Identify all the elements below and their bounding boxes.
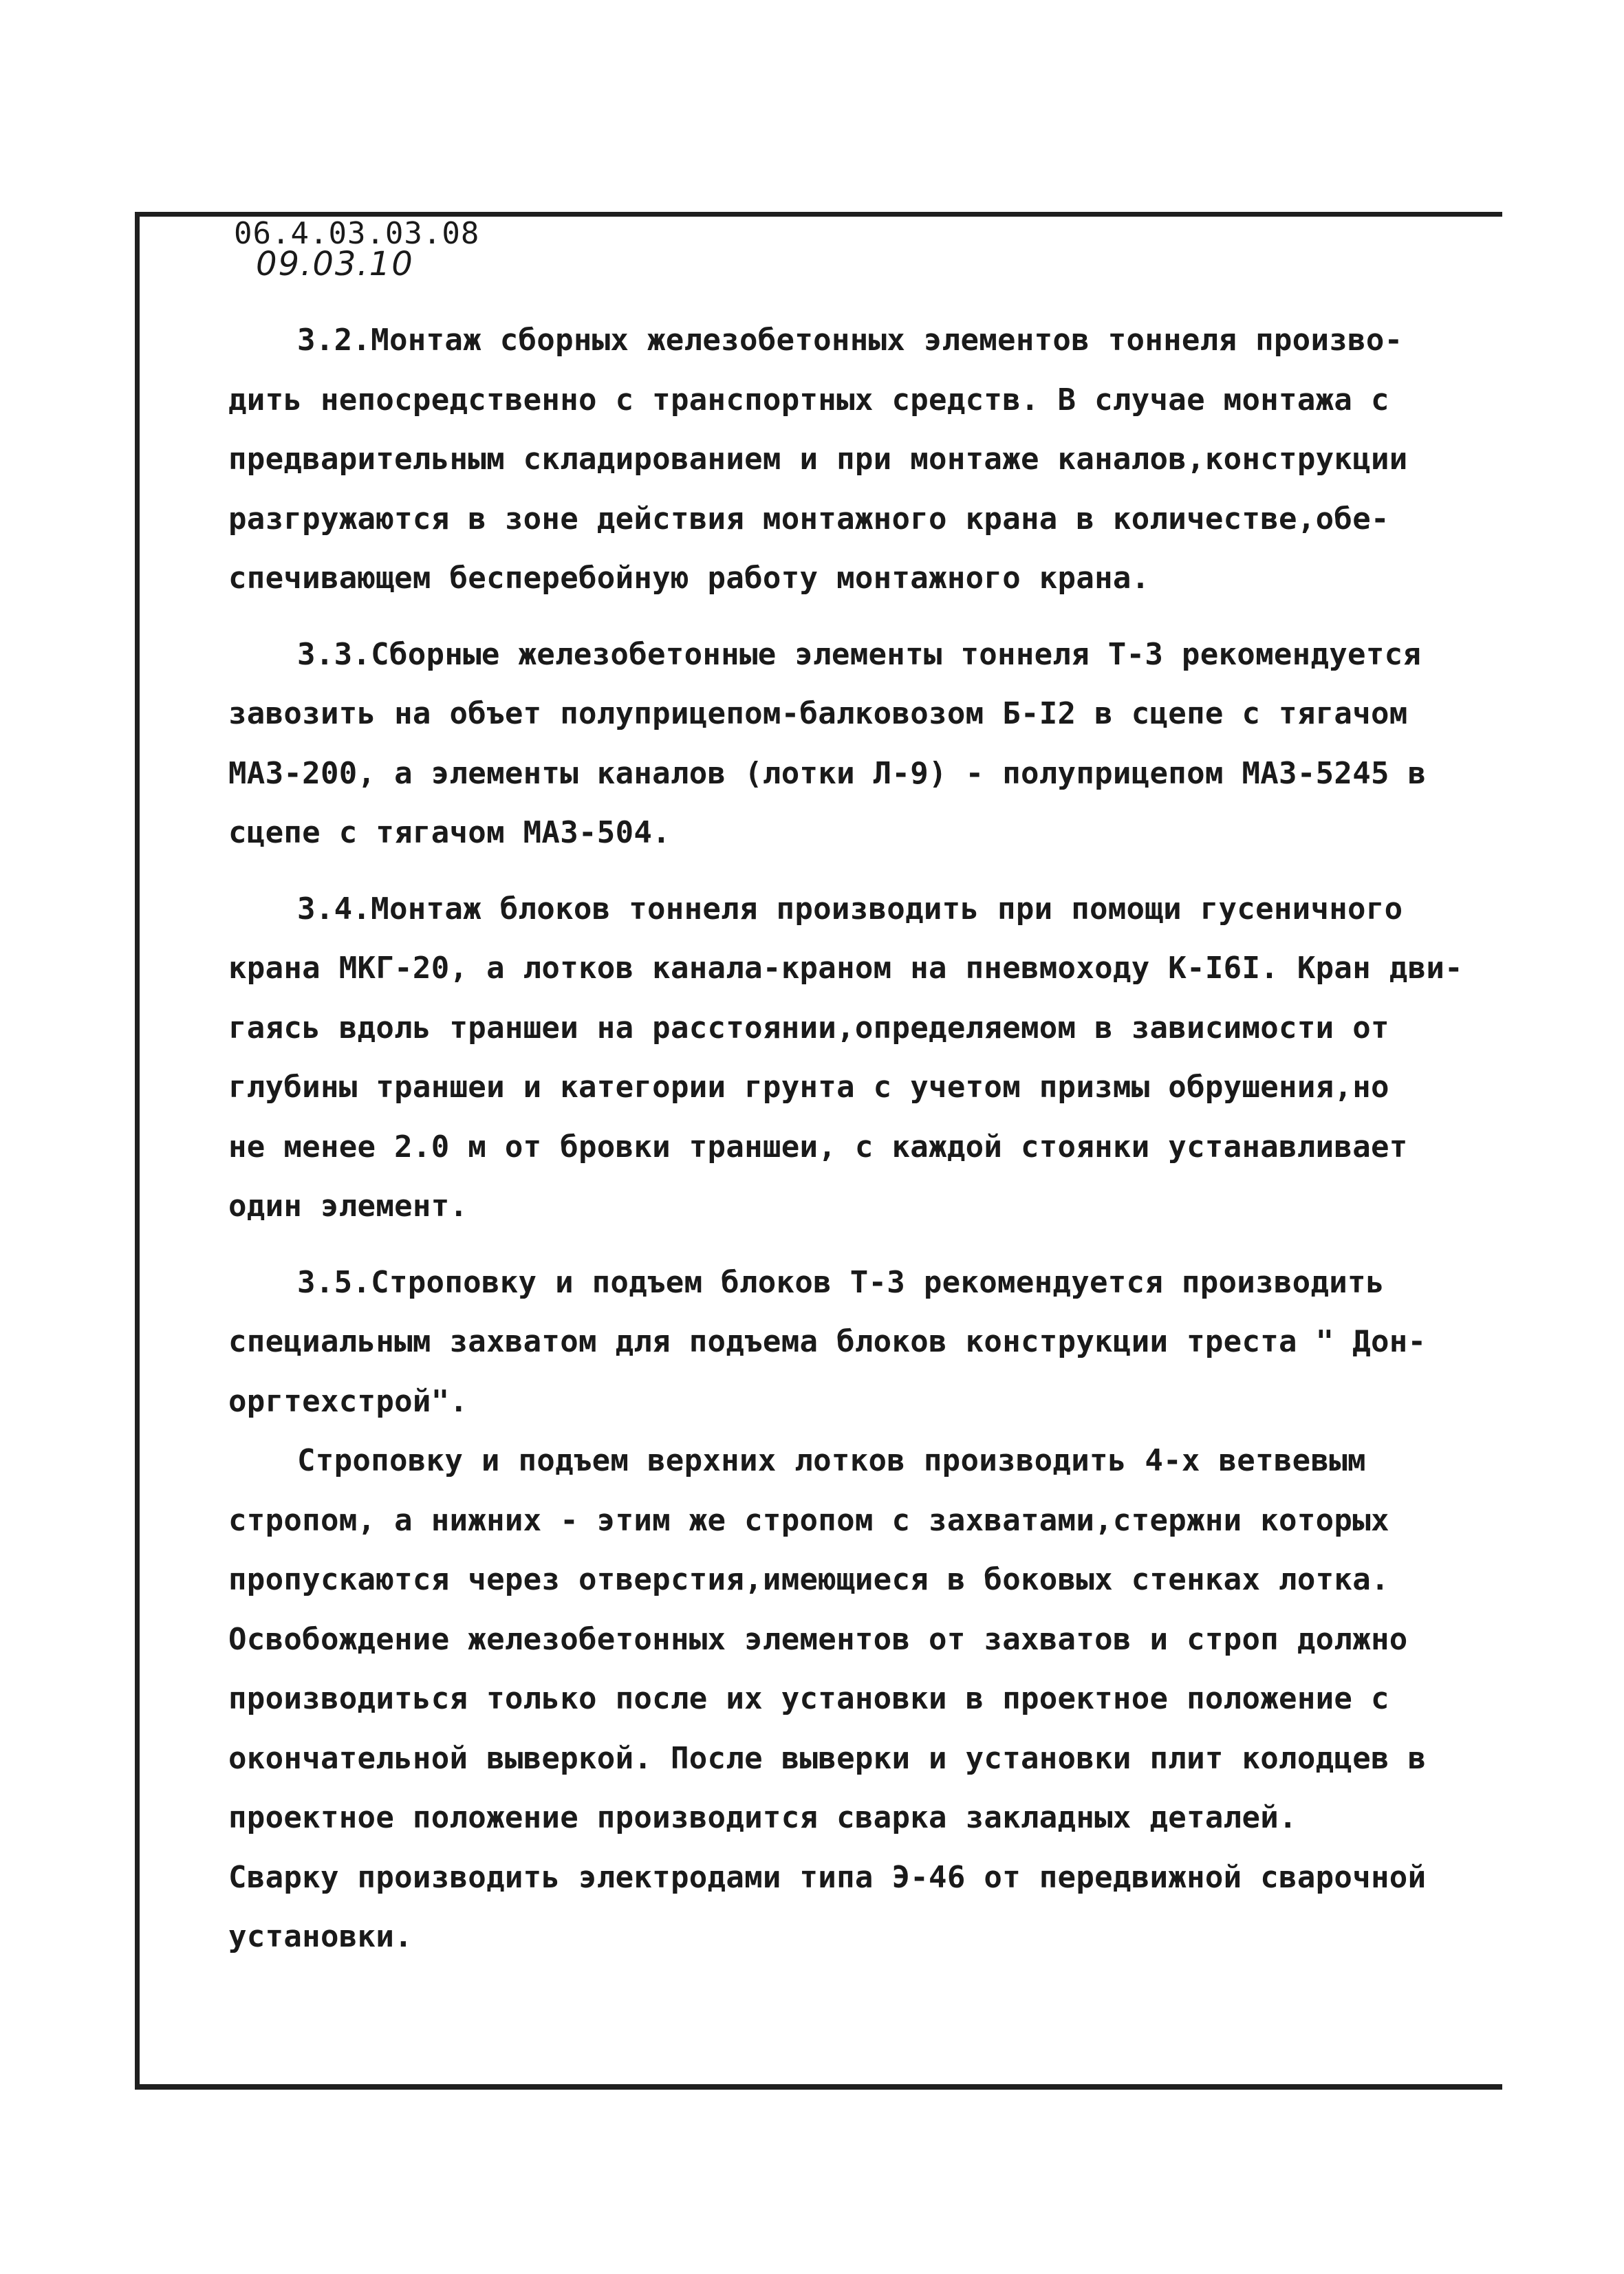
text-line: завозить на объет полуприцепом-балковозом Б-I2 в сцепе с тягачом (228, 696, 1408, 731)
text-line: Сварку производить электродами типа Э-46 от передвижной сварочной (228, 1859, 1427, 1895)
text-line: сцепе с тягачом МАЗ-504. (228, 815, 671, 850)
text-line: Строповку и подъем верхних лотков производить 4-х ветвевым (297, 1443, 1366, 1478)
text-line: крана МКГ-20, а лотков канала-краном на пневмоходу К-I6I. Кран дви- (228, 951, 1463, 986)
document-code: 06.4.03.03.08 (234, 216, 480, 251)
document-code-handwritten: 09.03.10 (256, 245, 414, 283)
text-line: не менее 2.0 м от бровки траншеи, с каждой стоянки устанавливает (228, 1129, 1408, 1165)
text-line: окончательной выверкой. После выверки и установки плит колодцев в (228, 1740, 1427, 1776)
text-line: производиться только после их установки в проектное положение с (228, 1681, 1389, 1716)
text-line: 3.5.Строповку и подъем блоков Т-3 рекомендуется производить (297, 1264, 1385, 1300)
text-line: предварительным складированием и при монтаже каналов,конструкции (228, 442, 1408, 477)
text-line: один элемент. (228, 1189, 468, 1224)
text-line: 3.4.Монтаж блоков тоннеля производить при помощи гусеничного (297, 891, 1403, 927)
text-line: 3.2.Монтаж сборных железобетонных элементов тоннеля произво- (297, 323, 1403, 358)
text-line: гаясь вдоль траншеи на расстоянии,определяемом в зависимости от (228, 1010, 1389, 1046)
text-line: Освобождение железобетонных элементов от захватов и строп должно (228, 1621, 1408, 1657)
text-line: разгружаются в зоне действия монтажного крана в количестве,обе- (228, 501, 1389, 537)
text-line: дить непосредственно с транспортных средств. В случае монтажа с (228, 382, 1389, 418)
text-line: пропускаются через отверстия,имеющиеся в боковых стенках лотка. (228, 1562, 1389, 1597)
text-line: МАЗ-200, а элементы каналов (лотки Л-9) - полуприцепом МАЗ-5245 в (228, 755, 1427, 791)
text-line: глубины траншеи и категории грунта с учетом призмы обрушения,но (228, 1070, 1389, 1105)
text-line: стропом, а нижних - этим же стропом с захватами,стержни которых (228, 1502, 1389, 1538)
text-line: специальным захватом для подъема блоков конструкции треста " Дон- (228, 1324, 1427, 1359)
text-line: 3.3.Сборные железобетонные элементы тоннеля Т-3 рекомендуется (297, 636, 1422, 672)
text-line: проектное положение производится сварка закладных деталей. (228, 1800, 1297, 1835)
text-line: спечивающем бесперебойную работу монтажного крана. (228, 561, 1150, 596)
text-line: оргтехстрой". (228, 1383, 468, 1419)
text-line: установки. (228, 1919, 413, 1954)
document-body (228, 311, 1466, 1967)
